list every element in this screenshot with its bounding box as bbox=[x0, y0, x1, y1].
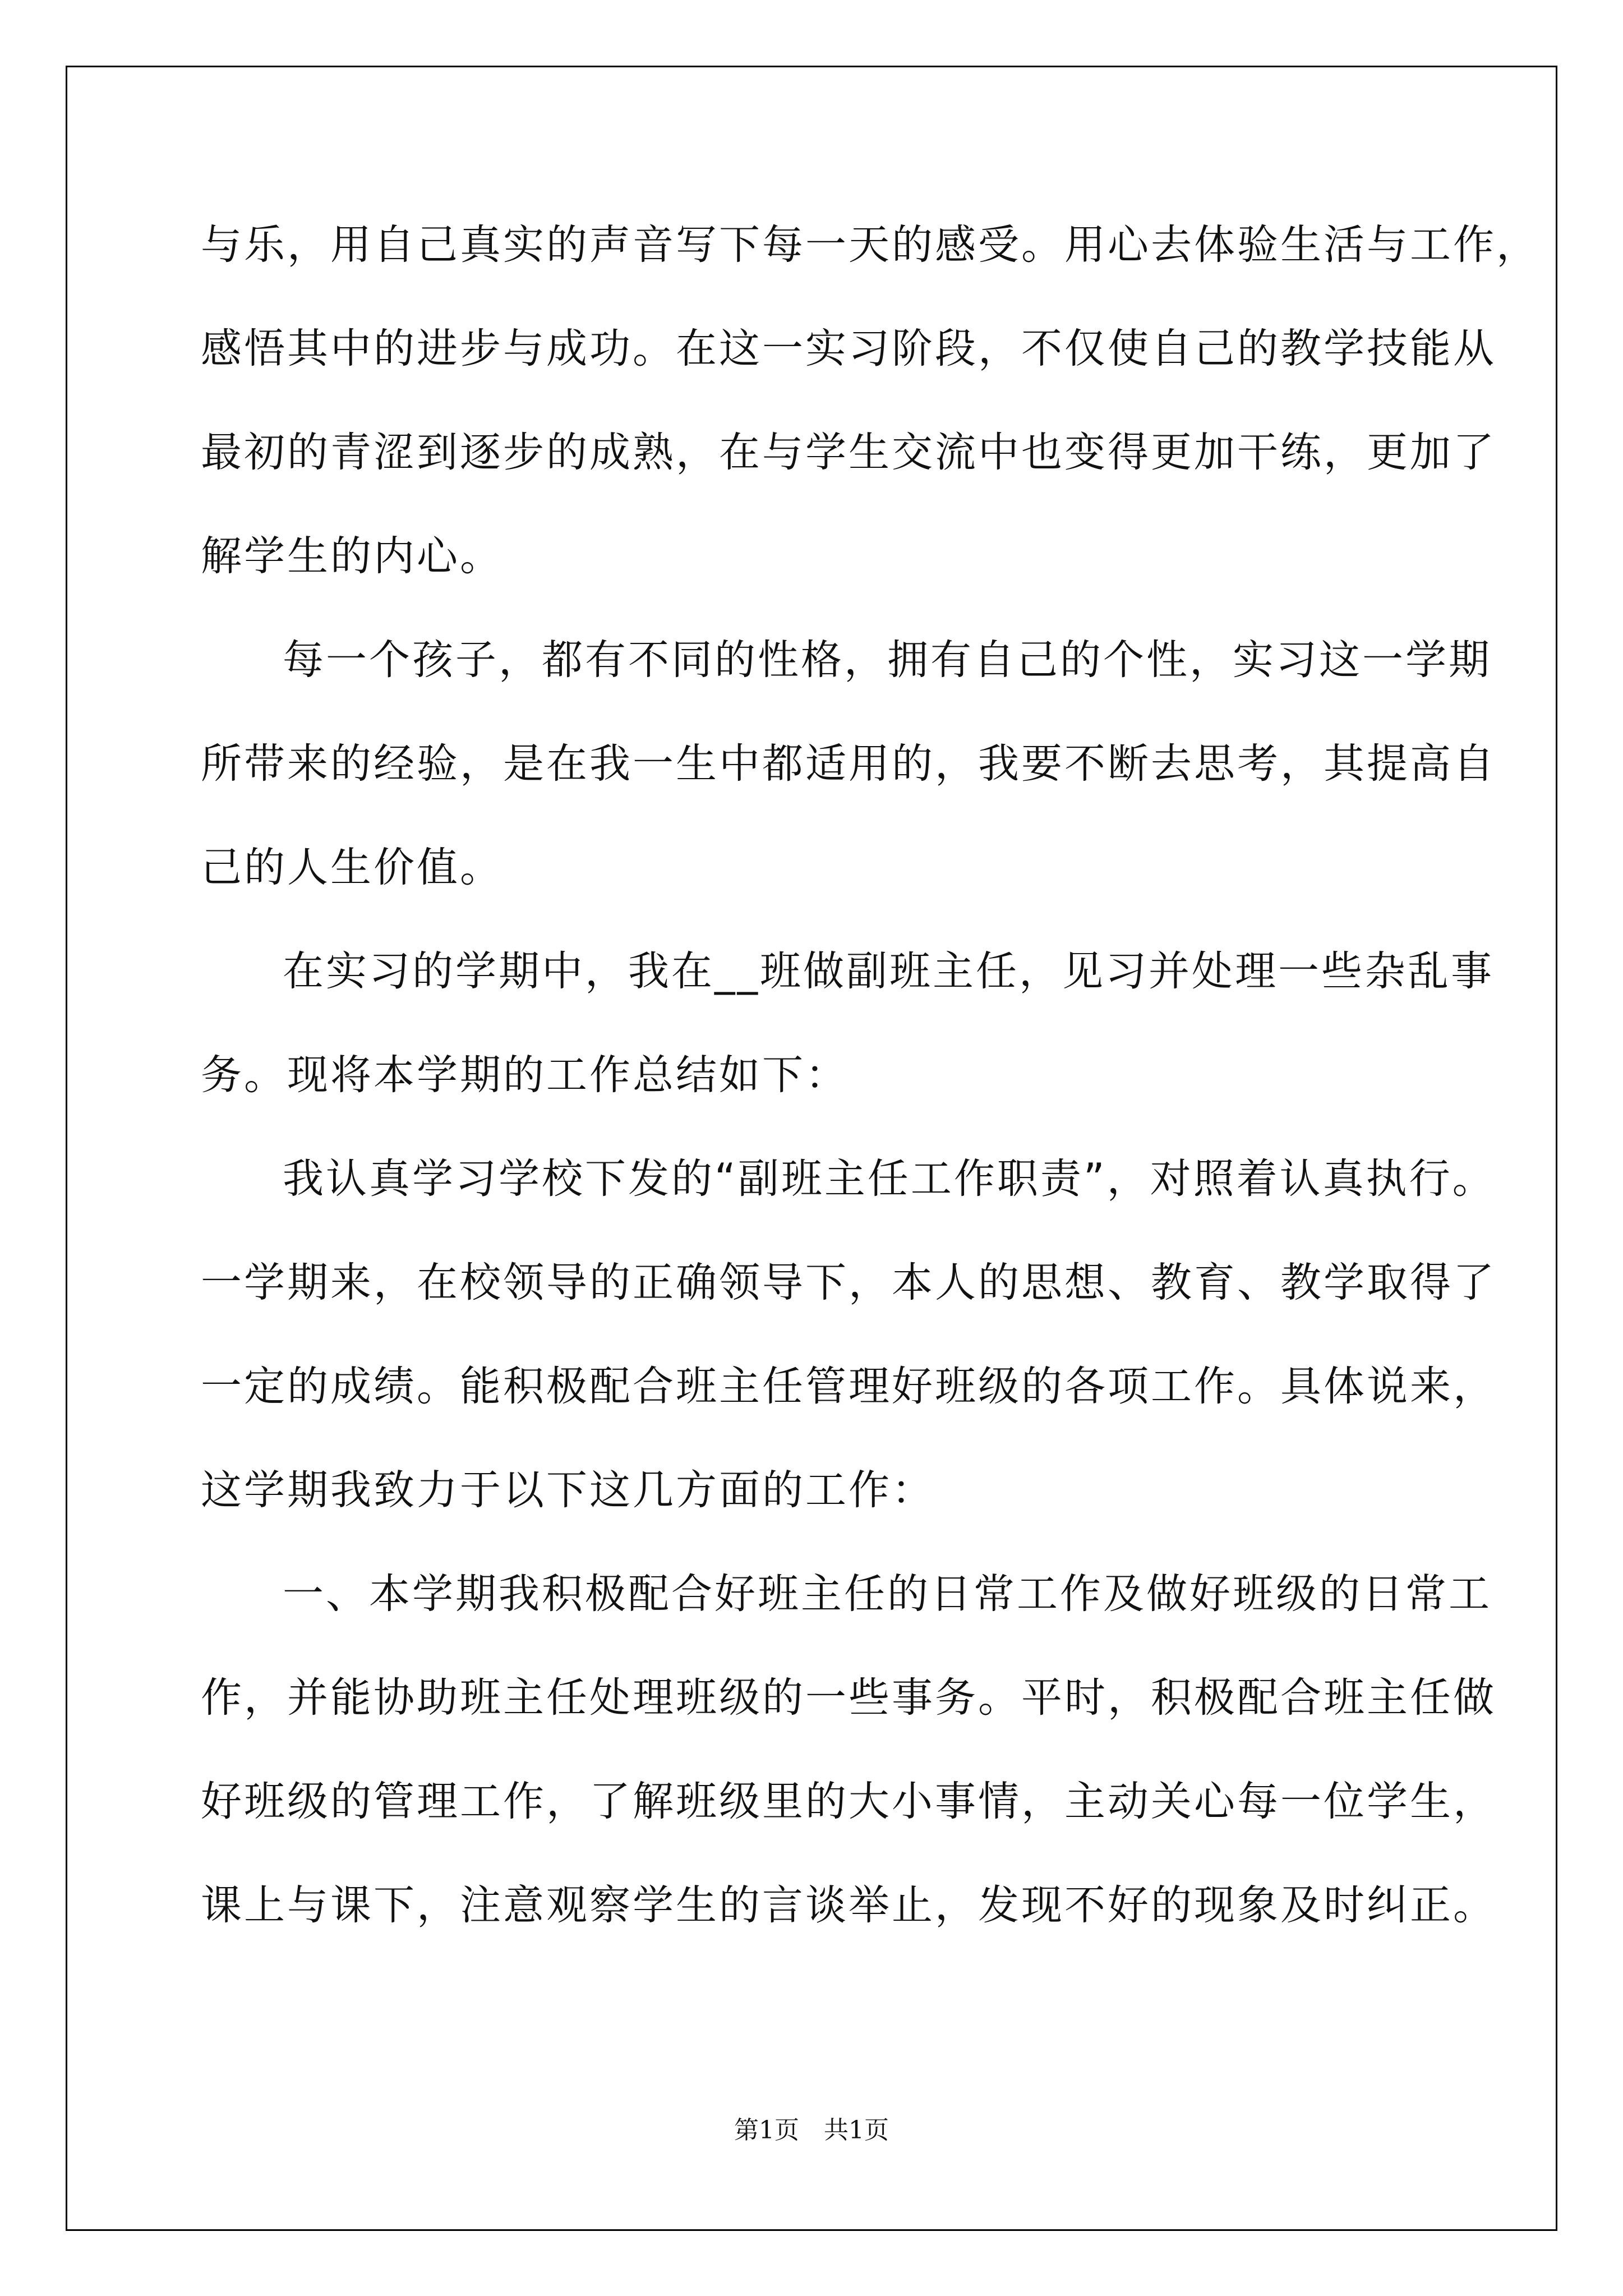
text-line: 感悟其中的进步与成功。在这一实习阶段，不仅使自己的教学技能从 bbox=[201, 325, 1496, 372]
text-line: 与乐，用自己真实的声音写下每一天的感受。用心去体验生活与工作， bbox=[201, 221, 1539, 269]
text-line: 一学期来，在校领导的正确领导下，本人的思想、教育、教学取得了 bbox=[201, 1259, 1496, 1306]
text-line: 一定的成绩。能积极配合班主任管理好班级的各项工作。具体说来， bbox=[201, 1363, 1496, 1410]
text-line: 务。现将本学期的工作总结如下： bbox=[201, 1051, 849, 1099]
text-line: 最初的青涩到逐步的成熟，在与学生交流中也变得更加干练，更加了 bbox=[201, 429, 1496, 476]
text-line: 己的人生价值。 bbox=[201, 844, 503, 891]
text-line: 作，并能协助班主任处理班级的一些事务。平时，积极配合班主任做 bbox=[201, 1674, 1496, 1722]
text-line: 一、本学期我积极配合好班主任的日常工作及做好班级的日常工 bbox=[283, 1570, 1492, 1618]
text-line: 这学期我致力于以下这几方面的工作： bbox=[201, 1466, 935, 1514]
page-number: 第1页 共1页 bbox=[734, 2116, 889, 2145]
text-line: 解学生的内心。 bbox=[201, 532, 503, 580]
text-line: 所带来的经验，是在我一生中都适用的，我要不断去思考，其提高自 bbox=[201, 740, 1496, 788]
text-line: 课上与课下，注意观察学生的言谈举止，发现不好的现象及时纠正。 bbox=[201, 1881, 1496, 1929]
text-line: 我认真学习学校下发的“副班主任工作职责”，对照着认真执行。 bbox=[283, 1155, 1496, 1203]
text-line: 好班级的管理工作，了解班级里的大小事情，主动关心每一位学生， bbox=[201, 1778, 1496, 1825]
text-line: 每一个孩子，都有不同的性格，拥有自己的个性，实习这一学期 bbox=[283, 636, 1492, 684]
text-line: 在实习的学期中，我在__班做副班主任，见习并处理一些杂乱事 bbox=[283, 947, 1494, 995]
